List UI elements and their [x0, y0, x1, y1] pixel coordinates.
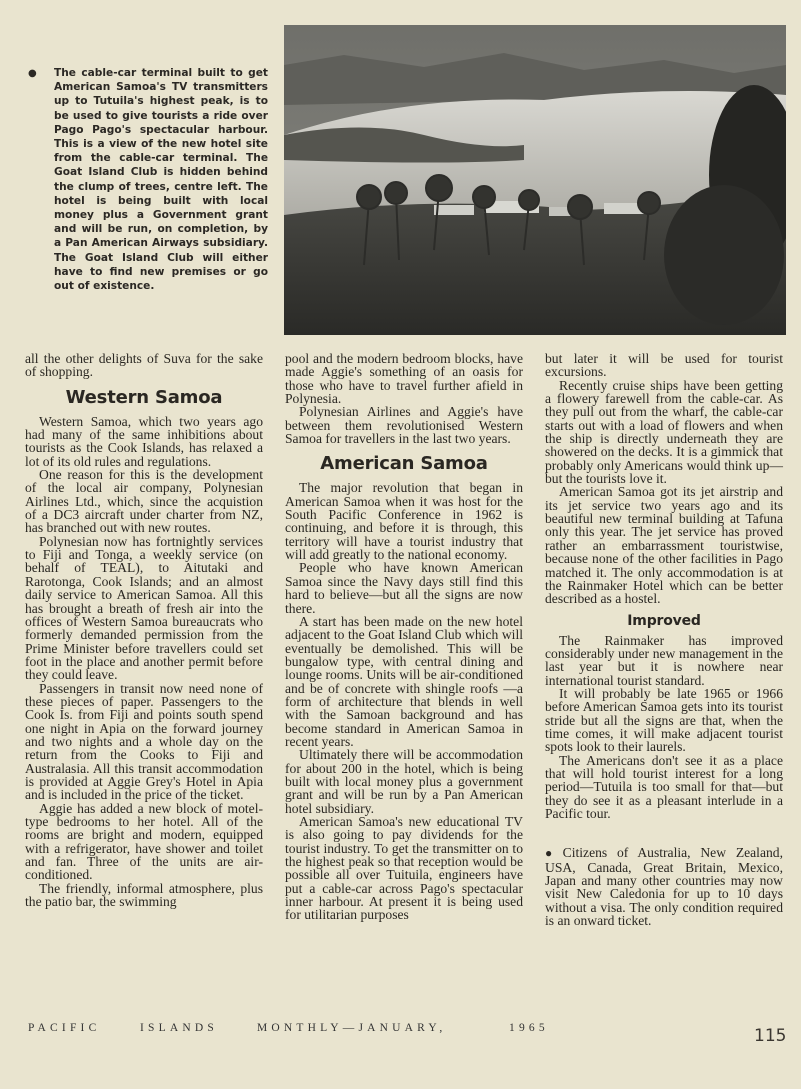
col1-paragraph-6: The friendly, informal atmosphere, plus the patio bar, the swimming — [25, 880, 263, 910]
footer-word-islands: ISLANDS — [140, 1022, 218, 1034]
col3-paragraph-2: American Samoa got its jet airstrip and its jet service two years ago and its beautiful new terminal building at Tafuna only this year. The jet service has proved rather an embarrassment touristwise, because none of the other facilities in Pago matched it. The only accommodation is at the Rainmaker Hotel which can be better described as a hostel. — [545, 484, 783, 607]
col2-paragraph-6: American Samoa's new educational TV is also going to pay dividends for the tourist industry. To get the transmitter on to the highest peak so that reception would be possible all over Tuituila, engineers have put a cable-car across Pago's spectacular inner harbour. At present it is being used for utilitarian purposes — [285, 814, 523, 923]
col1-paragraph-4: Passengers in transit now need none of these pieces of paper. Passengers to the Cook Is. from Fiji and points south spend one night in Apia on the forward journey and two nights and a whole day on the return from the Cooks to Fiji and Australasia. All this transit accommodation is provided at Aggie Grey's Hotel in Apia and is included in the price of the ticket. — [25, 680, 263, 803]
photo-caption — [28, 66, 268, 293]
col1-paragraph-5: Aggie has added a new block of motel-type bedrooms to her hotel. All of the rooms are bright and modern, equipped with a refrigerator, have shower and toilet and fan. Three of the units are air-conditioned. — [25, 800, 263, 883]
heading-western-samoa: Western Samoa — [65, 386, 223, 408]
col1-paragraph-1: Western Samoa, which two years ago had many of the same inhibitions about tourists as the Cook Islands, has relaxed a lot of its old rules and regulations. — [25, 413, 263, 469]
harbour-photo — [284, 25, 786, 335]
col1-paragraph-0: all the other delights of Suva for the sake of shopping. — [25, 351, 263, 380]
col2-paragraph-1: Polynesian Airlines and Aggie's have between them revolutionised Western Samoa for travellers in the last two years. — [285, 404, 523, 447]
column-1 — [25, 352, 263, 908]
column-2 — [285, 352, 523, 922]
new-caledonia-note — [545, 846, 783, 927]
note-bullet: ● — [545, 846, 559, 861]
page-number: 115 — [754, 1026, 787, 1046]
column-3 — [545, 352, 783, 927]
footer-year: 1965 — [509, 1022, 549, 1034]
col3-paragraph-5: The Americans don't see it as a place that will hold tourist interest for a long period—Tutuila is too small for that—but they do see it as a pleasant interlude in a Pacific tour. — [545, 752, 783, 821]
footer-word-pacific: PACIFIC — [28, 1022, 101, 1034]
heading-american-samoa: American Samoa — [320, 453, 488, 475]
note-text: Citizens of Australia, New Zealand, USA, Canada, Great Britain, Mexico, Japan and many other countries may now visit New Caledonia for up to 10 days without a visa. The only condition required is an onward ticket. — [545, 845, 783, 929]
col2-paragraph-3: People who have known American Samoa since the Navy days still find this hard to believe—but all the signs are now there. — [285, 560, 523, 616]
col3-paragraph-4: It will probably be late 1965 or 1966 before American Samoa gets into its tourist stride but all the signs are that, when the time comes, it will make adjacent tourist spots look to their laurels. — [545, 685, 783, 755]
col3-paragraph-1: Recently cruise ships have been getting a flowery farewell from the cable-car. As they pull out from the wharf, the cable-car starts out with a load of flowers and when the ship is directly underneath they are showered on the decks. It is a gimmick that probably only Americans would think up—but the tourists love it. — [545, 377, 783, 487]
col3-paragraph-0: but later it will be used for tourist excursions. — [545, 351, 783, 380]
caption-bullet: ● — [28, 68, 37, 79]
col2-paragraph-2: The major revolution that began in American Samoa when it was host for the South Pacific Conference in 1962 is continuing, and before it is through, this territory will have a tourist industry that will add greatly to the national economy. — [285, 480, 523, 563]
col2-paragraph-4: A start has been made on the new hotel adjacent to the Goat Island Club which will eventually be demolished. This will be bungalow type, with central dining and lounge rooms. Units will be air-conditioned and be of concrete with shingle roofs —a form of architecture that blends in well with the Samoan background and has become standard in American Samoa in recent years. — [285, 613, 523, 749]
col1-paragraph-3: Polynesian now has fortnightly services to Fiji and Tonga, a weekly service (on behalf of TEAL), to Aitutaki and Rarotonga, Cook Islands; and an almost daily service to American Samoa. All this has brought a breath of fresh air into the offices of Western Samoa bureaucrats who formerly demanded permission from the Prime Minister before travellers could set foot in the place and another permit before they could leave. — [25, 533, 263, 683]
footer-issue: MONTHLY—JANUARY, — [257, 1022, 447, 1034]
caption-text: The cable-car terminal built to get American Samoa's TV transmitters up to Tutuila's highest peak, is to be used to give tourists a ride over Pago Pago's spectacular harbour. This is a view of the new hotel site from the cable-car terminal. The Goat Island Club is hidden behind the clump of trees, centre left. The hotel is being built with local money plus a Government grant and will be run, on completion, by a Pan American Airways subsidiary. The Goat Island Club will either have to find new premises or go out of existence. — [54, 67, 268, 293]
col2-paragraph-0: pool and the modern bedroom blocks, have made Aggie's something of an oasis for those who have to travel further afield in Polynesia. — [285, 351, 523, 407]
col1-paragraph-2: One reason for this is the development of the local air company, Polynesian Airlines Ltd., which, since the acquistion of a DC3 aircraft under charter from NZ, has branched out with new routes. — [25, 467, 263, 536]
heading-improved: Improved — [627, 612, 701, 629]
col2-paragraph-5: Ultimately there will be accommodation for about 200 in the hotel, which is being built with local money plus a government grant and will be run by a Pan American hotel subsidiary. — [285, 747, 523, 816]
col3-paragraph-3: The Rainmaker has improved considerably under new management in the last year but it is nowhere near international tourist standard. — [545, 632, 783, 688]
